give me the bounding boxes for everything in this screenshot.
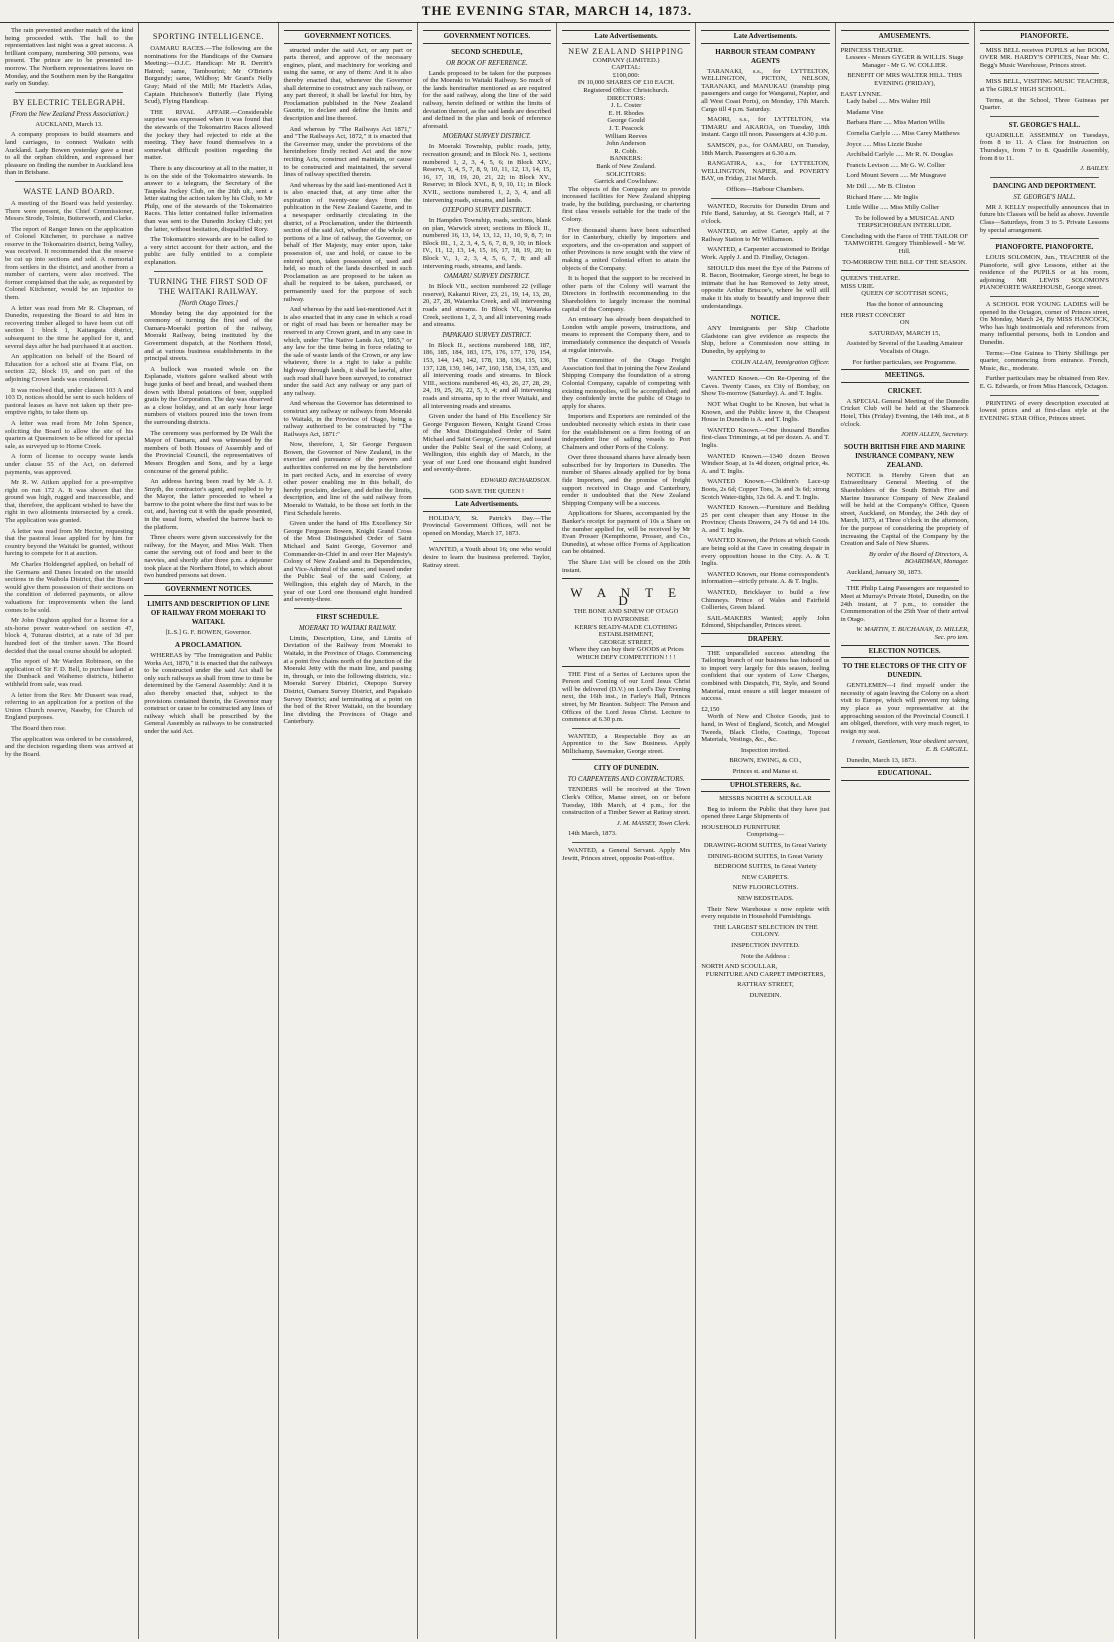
- nz-shipping-subtitle: COMPANY (LIMITED.): [592, 56, 660, 64]
- advert: A SPECIAL General Meeting of the Dunedin Cricket Club will be held at the Shamrock Hotel, This (Friday) Evening, the 14th inst., at 8 o'clock.: [840, 397, 969, 428]
- advert: THE unparalleled success attending the Tailoring branch of our business has induced us to import very largely for this season, feeling confident that our system of Low Charges, combined with Despatch, Fit, Style, and Sound Material, must ensure a still larger measure of success.: [701, 649, 830, 703]
- divider: [572, 842, 680, 843]
- gov-notices-bar: GOVERNMENT NOTICES.: [284, 30, 412, 44]
- article-paragraph: A letter from the Rev. Mr Dussert was read, referring to an application for a portion of the Union Church reserve, Naseby, for Church of England purposes.: [5, 691, 134, 722]
- amusements-bar: AMUSEMENTS.: [841, 30, 969, 44]
- solicitors-name: Garrick and Cowlishaw.: [594, 178, 659, 186]
- stgeorge2-heading: ST. GEORGE'S HALL.: [1013, 193, 1076, 201]
- article-paragraph: Limits, Description, Line, and Limits of Deviation of the Railway from Moeraki to Waitaki, in the Province of Otago. Commencing at a point five chains north of the junction of the Moeraki Jetty with the main line, and passing in, through, or into the following districts, viz.: Moeraki Survey District, Otepopo Survey District, Oamaru Survey District, and Papakaio Survey District; and terminating at a point on the bed of the River Waitaki, on the boundary line dividing the Provinces of Otago and Canterbury.: [283, 634, 412, 726]
- contractors-heading: TO CARPENTERS AND CONTRACTORS.: [567, 776, 685, 784]
- cast-line: Joyce ..... Miss Lizzie Bushe: [846, 140, 923, 148]
- advert: SHOULD this meet the Eye of the Patrons of R. Bacon, Bootmaker, George street, he begs to intimate that he has Removed to Jetty street, opposite Arthur Briscoe's, where he will still make it his study to beautify and improve their understandings.: [701, 264, 830, 310]
- advert: NOT What Ought to be Known, but what is Known, and the Public know it, the Cheapest House in Dunedin is A. and T. Inglis.: [701, 400, 830, 424]
- column-6: [696, 23, 835, 1639]
- capital-amount: £100,000:: [612, 71, 640, 79]
- advert: Terms:—One Guinea to Thirty Shillings per quarter, commencing from entrance. French, Music, &c., moderate.: [979, 349, 1109, 372]
- article-paragraph: A letter was read from Mr Hector, requesting that the pastoral lease applied for by him for country beyond the Waitaki be granted, without having to compete for it at auction.: [5, 527, 134, 558]
- turning-heading: TURNING THE FIRST SOD OF THE WAITAKI RAILWAY.: [148, 276, 269, 296]
- article-paragraph: And whereas the Governor has determined to construct any railway or railways from Moeraki to Waitaki, in the Province of Otago, being a railway authorised to be constructed by "The Railways Act, 1871:": [283, 400, 412, 438]
- princess-heading: PRINCESS THEATRE.: [840, 46, 904, 54]
- article-paragraph: An address having been read by Mr A. J. Smyth, the contractor's agent, and replied to by the Mayor, the latter proceeded to wheel a barrow to the point where the first turf was to be cut, and, having cut it with the spade presented, in the usual form, wheeled the barrow back to the platform.: [144, 478, 273, 531]
- sporting-heading: SPORTING INTELLIGENCE.: [152, 32, 264, 41]
- divider: [990, 238, 1099, 239]
- advert: WANTED, a General Servant. Apply Mrs Jewitt, Princes street, opposite Post-office.: [562, 847, 691, 862]
- cast-line: Little Willie ..... Miss Milly Collier: [846, 204, 940, 212]
- district-heading: MOERAKI SURVEY DISTRICT.: [442, 133, 531, 141]
- advert: THE First of a Series of Lectures upon the Person and Coming of our Lord Jesus Christ will be delivered (D.V.) on Lord's Day Evening next, the 16th inst., in Farley's Hall, Princes street, by Mr Branton. Subject: The Person and Offices of the Lord Jesus Christ. Lecture to commence at 6.30 p.m.: [562, 670, 691, 724]
- director-name: J. L. Coster: [610, 102, 642, 110]
- advert: WANTED, a Respectable Boy as an Apprentice to the Saw Business. Apply Millichamp, Sawmaker, George street.: [562, 732, 691, 755]
- divider: [990, 116, 1099, 117]
- ns-city: DUNEDIN.: [749, 991, 782, 999]
- article-paragraph: Applications for Shares, accompanied by the Banker's receipt for payment of 10s a Share on the number applied for, will be received by Mr Evan Prosser (Kempthorne, Prosser, and Co., Dunedin), at whose office Forms of Application can be obtained.: [562, 510, 691, 556]
- column-4: [418, 23, 557, 1639]
- closing-signature: EDWARD RICHARDSON.: [480, 476, 551, 484]
- programme-line: For further particulars, see Programme.: [852, 358, 957, 366]
- page-columns: [0, 23, 1114, 1639]
- column-2: [139, 23, 278, 1639]
- district-text: In Moeraki Township, public roads, jetty, recreation ground; and in Block No. 1, sections numbered 1, 2, 3, 4, 5, 6; in Block XIV., Reserve, 3, 4, 5, 7, 8, 9, 10, 11, 12, 13, 14, 15, 16, 17, 18, 19, 20, 21, 22; in Block XV., Reserve; in Block XVI., 8, 9, 10, 11; in Block XVII., sections numbered 1, 2, 3, 4, and all intervening roads, streams, and lands.: [422, 143, 551, 204]
- gov-notices-bar: GOVERNMENT NOTICES.: [144, 583, 272, 597]
- article-paragraph: Monday being the day appointed for the ceremony of turning the first sod of the Oamaru-Moeraki portion of the railway, Moeraki Railway, being instituted by the Government dispatch, at the Northern Hotel, and at various business establishments in the principal streets.: [144, 309, 273, 363]
- director-name: John Anderson: [606, 140, 646, 148]
- advert: WANTED Known, the Prices at which Goods are being sold at the Cave in creating despair in every opposition house in the City. A. & T. Inglis.: [701, 537, 830, 568]
- article-paragraph: Mr John Oughton applied for a license for a six-horse power water-wheel on section 47, block 4, Tuturau district, at a rate of 3d per hundred feet of the timber sawn. The Board decided that the usual course should be adopted.: [5, 617, 134, 655]
- comprising: Comprising—: [746, 831, 785, 839]
- advert: RANGATIRA, s.s., for LYTTELTON, WELLINGTON, NAPIER, and POVERTY BAY, on Friday, 21st March.: [701, 160, 830, 183]
- harbour-heading: HARBOUR STEAM COMPANY AGENTS: [715, 47, 816, 65]
- article-paragraph: A bullock was roasted whole on the Esplanade, visitors galore walked about with huge junks of beef and bread, and washed them down with liberal potations of beer, supplied gratis by the Corporation. The day was observed as a close holiday, and at an early hour large numbers of visitors poured into the town from the surrounding districts.: [144, 365, 273, 426]
- piano2-heading: PIANOFORTE. PIANOFORTE.: [995, 243, 1094, 252]
- meetings-bar: MEETINGS.: [841, 369, 969, 383]
- kerr-line: THE BONE AND SINEW OF OTAGO: [573, 608, 679, 616]
- cricket-heading: CRICKET.: [887, 386, 922, 395]
- divider: [154, 271, 262, 272]
- article-paragraph: The Committee of the Otago Freight Association feel that in joining the New Zealand Shipping Company the foundation of a strong Colonial Company, capable of competing with existing monopolies, will be accomplished; and they confidently invite the public of Otago to apply for shares.: [562, 357, 691, 410]
- advert: WANTED Known.—On Re-Opening of the Caves. Twenty Cases, ex City of Bombay, on Show To-morrow (Saturday). A. and T. Inglis.: [701, 375, 830, 398]
- waste-land-heading: WASTE LAND BOARD.: [23, 186, 115, 196]
- note-line: Note the Address :: [740, 952, 790, 960]
- furniture-item: NEW CARPETS.: [741, 873, 789, 881]
- column-1: [0, 23, 139, 1639]
- article-paragraph: THE RIVAL AFFAIR.—Considerable surprise was expressed when it was found that the stewards of the Tokomairiro Races allowed the jockey they had rejected to ride at the meeting. They have found themselves in a somewhat difficult position regarding the matter.: [144, 108, 273, 162]
- divider: [841, 270, 969, 271]
- schedule-heading: FIRST SCHEDULE.: [316, 612, 379, 621]
- divider: [433, 541, 541, 542]
- telegraph-dateline: AUCKLAND, March 13.: [35, 120, 103, 128]
- article-paragraph: Importers and Exporters are reminded of the undoubted necessity which exists in their case for the establishment on a firm footing of an independent line of sailing vessels to Port Chalmers and other Ports of the Colony.: [562, 413, 691, 451]
- director-name: J. T. Peacock: [608, 124, 644, 132]
- messrs-line: MESSRS NORTH & SCOULLAR: [719, 795, 812, 803]
- solicitors-heading: SOLICITORS:: [606, 170, 647, 178]
- article-paragraph: A letter was read from Mr R. Chapman, of Dunedin, requesting the Board to aid him in recovering timber alleged to have been cut off section 1 block 1, Kaitangata district, subsequent to the time he applied for it, and several days after he had purchased it at auction.: [5, 304, 134, 350]
- furniture-item: DRAWING-ROOM SUITES, In Great Variety: [703, 842, 827, 850]
- advert: Further particulars may be obtained from Rev. E. G. Edwards, or from Miss Hancock, Octagon.: [979, 375, 1109, 390]
- cast-line: Richard Hare ..... Mr Inglis: [846, 193, 919, 201]
- advert: WANTED Known.—Furniture and Bedding 25 per cent cheaper than any House in the Province; Chests Drawers, 24 7s 6d and 14 10s. A. and T. Inglis.: [701, 504, 830, 534]
- on-line: ON: [899, 319, 910, 327]
- cricket-signature: JOHN ALLEN, Secretary.: [900, 431, 969, 439]
- article-paragraph: The application was ordered to be considered, and the decision regarding them was arrived at by the Board.: [5, 735, 134, 758]
- advert: WANTED Known.—1340 dozen Brown Windsor Soap, at 1s 4d dozen, original price, 4s. A. and T. Inglis.: [701, 452, 830, 475]
- advert: WANTED Known.—Children's Lace-up Boots, 2s 6d; Copper Toes, 3s and 3s 6d; strong Scotch Water-tights, 12s 6d. A. and T. Inglis.: [701, 478, 830, 501]
- turning-source: [North Otago Times.]: [178, 299, 238, 307]
- electors-signature: I remain, Gentlemen, Your obedient servant, E. B. CARGILL.: [852, 738, 969, 753]
- divider: [572, 759, 680, 760]
- advert: WANTED, Bricklayer to build a few Chimneys. Prince of Wales and Fairfield Collieries, Green Island.: [701, 589, 830, 612]
- educational-bar: EDUCATIONAL.: [841, 767, 969, 781]
- article-paragraph: An emissary has already been despatched to London with ample powers, instructions, and means to represent the Company there, and to immediately commence the despatch of Vessels at regular intervals.: [562, 316, 691, 354]
- cast-line: Madame Vine: [846, 108, 884, 116]
- election-bar: ELECTION NOTICES.: [841, 645, 969, 659]
- article-paragraph: Given under the hand of His Excellency Sir George Ferguson Bowen, Knight Grand Cross of the Most Distinguished Order of Saint Michael and Saint George, Governor, and issued under the Public Seal of the said Colony, at Wellington, this eighth day of March, in the year of our Lord one thousand eight hundred and seventy-three.: [422, 413, 551, 474]
- district-text: In Block VII., section numbered 22 (village reserve), Kakanui River, 23, 21, 19, 14, 13, 20, 20, 27, 28, Waiareka Creek, and all intervening roads and streams. In Block VI., Waiareka Creek, sections 1, 2, 3, and all intervening roads and streams.: [422, 283, 551, 329]
- advert: Beg to inform the Public that they have just opened three Large Shipments of: [701, 805, 830, 821]
- article-paragraph: Over three thousand shares have already been subscribed for by Importers in Dunedin. The number of Shares already applied for by bona fide Importers, and the promise of freight support received in Otago and Canterbury, render it undoubted that the New Zealand Shipping Company will be a success.: [562, 454, 691, 507]
- article-paragraph: WHEREAS by "The Immigration and Public Works Act, 1870," it is enacted that the railways to be constructed under the said Act shall be only such railways as shall from time to time be determined by the General Assembly: And it is also thereby enacted that, subject to the provisions contained therein, the Governor may construct or cause to be constructed any lines of railway which shall be prescribed by the General Assembly as railways to be constructed under the said Act.: [144, 652, 273, 735]
- advert: Terms, at the School, Three Guineas per Quarter.: [979, 96, 1109, 112]
- nz-shipping-title: NEW ZEALAND SHIPPING: [568, 46, 685, 56]
- article-paragraph: Mr R. W. Aitken applied for a pre-emptive right on run 172 A. It was shown that the ground was high, rugged and inaccessible, and that, therefore, the applicant wished to have the right in two allotments intersected by a creek. The application was granted.: [5, 479, 134, 525]
- cast-line: Cornelia Carlyle ..... Miss Carey Matthews: [846, 129, 960, 137]
- advert: WANTED, an active Carter, apply at the Railway Station to Mr Williamson.: [701, 228, 830, 243]
- divider: [851, 580, 959, 581]
- kerr-clothing-ad: [562, 585, 690, 661]
- registered-office: Registered Office: Christchurch.: [583, 86, 669, 94]
- advert: MISS BELL, VISITING MUSIC TEACHER, at The GIRLS' HIGH SCHOOL.: [979, 78, 1109, 93]
- divider: [711, 198, 819, 199]
- stgeorge-heading: ST. GEORGE'S HALL.: [1008, 120, 1081, 129]
- advert: LOUIS SOLOMON, Jun., TEACHER of the Pianoforte, will give Lessons, either at the residence of the PUPILS or at his room, adjoining MR LEWIS SOLOMON'S PIANOFORTE WAREHOUSE, George street.: [979, 254, 1109, 292]
- waste-land-article: [5, 200, 133, 758]
- director-name: William Reeves: [605, 132, 648, 140]
- advert: HOLIDA'Y, St. Patrick's Day.—The Provincial Government Offices, will not be opened on Monday, March 17, 1873.: [422, 514, 551, 537]
- first-concert: HER FIRST CONCERT: [840, 311, 906, 319]
- south-signature: By order of the Board of Directors, A. BOARDMAN, Manager.: [869, 550, 969, 566]
- advert: NOTICE is Hereby Given that an Extraordinary General Meeting of the Shareholders of the South British Fire and Marine Insurance Company of New Zealand will be held at the Company's Office, Queen street, Auckland, on Monday, the 24th day of March, 1873, at Three o'clock in the afternoon, for the purpose of considering the propriety of increasing the Capital of the Company by the Creation and Sale of New Shares.: [840, 471, 969, 548]
- advert: MAORI, s.s., for LYTTELTON, via TIMARU and AKAROA, on Tuesday, 18th instant. Cargo till noon. Passengers at 4.30 p.m.: [701, 116, 830, 139]
- article-paragraph: A letter was read from Mr John Spence, soliciting the Board to allow the site of his quarters at Queenstown to be offered for special sale, as surveyed up to Horne Creek.: [5, 419, 134, 450]
- south-date: Auckland, January 30, 1873.: [846, 568, 923, 576]
- inspection-line: Inspection invited.: [740, 746, 790, 754]
- advert: ANY Immigrants per Ship Charlotte Gladstone can give evidence as respects the Ship, before a Commission now sitting in Dunedin, by applying to: [701, 325, 830, 355]
- kerr-line: KERR'S READY-MADE CLOTHING: [574, 623, 678, 631]
- article-paragraph: It was resolved that, under clauses 103 A and 103 D, notices should be sent to such holders of pastoral leases as have not taken up their pre-emptive rights, to take them up.: [5, 386, 134, 417]
- east-lynne-heading: EAST LYNNE.: [840, 90, 882, 98]
- article-paragraph: The Board then rose.: [11, 724, 67, 732]
- pianoforte-bar: PIANOFORTE.: [980, 30, 1109, 44]
- article-paragraph: Now, therefore, I, Sir George Ferguson Bowen, the Governor of New Zealand, in the exercise and pursuance of the powers and authorities conferred on me by the hereinbefore in part recited Acts, and in exercise of every other power enabling me in this behalf, do hereby proclaim, declare, and define the limits, description, and line of the said railway from Moeraki to Waitaki, to be those set forth in the First Schedule hereto.: [283, 441, 412, 517]
- advert: SAIL-MAKERS Wanted; apply John Edmond, Shipchandler, Princes street.: [701, 614, 830, 630]
- queen-scot: QUEEN OF SCOTTISH SONG,: [861, 290, 949, 298]
- article-paragraph: An application on behalf of the Board of Education for a school site at Evans Flat, on section 22, block 19, and on part of the adjoining Crown lands was considered.: [5, 353, 134, 383]
- article-paragraph: structed under the said Act, or any part or parts thereof, and approve of the necessary engines, plant, and machinery for working and using the same, or any of them: And it is also thereby enacted that, whenever the Governor shall determine to construct any such railway, or any part thereof, it shall be lawful for him, by Proclamation published in the New Zealand Gazette, to declare and define the limits and description and line thereof.: [283, 46, 412, 122]
- divider: [990, 395, 1099, 396]
- divider: [711, 370, 819, 371]
- god-save: GOD SAVE THE QUEEN !: [449, 487, 525, 495]
- article-paragraph: Five thousand shares have been subscribed for in Canterbury, chiefly by importers and exporters, and the co-operation and support of other Provinces is now sought with the view of making a united Colonial effort to attain the objects of the Company.: [562, 226, 691, 272]
- assisted-line: Assisted by Several of the Leading Amateur Vocalists of Otago.: [846, 340, 963, 355]
- director-name: R. Cobb.: [614, 147, 638, 155]
- district-heading: OAMARU SURVEY DISTRICT.: [443, 273, 530, 281]
- late-ads-bar: Late Advertisements.: [423, 498, 551, 512]
- district-text: In Block II., sections numbered 188, 187, 186, 185, 184, 183, 175, 176, 177, 170, 154, 153, 144, 143, 142, 178, 138, 136, 135, 136, 137, 128, 139, 146, 147, 160, 158, 134, 135, and all intervening roads and streams. In Block VIII., sections numbered 46, 43, 26, 27, 28, 29, 24, 19, 25, 26, 22, 5, 3, 4; and all intervening roads and streams, up to the river Waitaki, and all intervening roads and streams.: [422, 341, 551, 410]
- advert: MISS BELL receives PUPILS at her ROOM, OVER MR. HARDY'S OFFICES, Near Mr. C. Begg's Music Warehouse, Princes street.: [979, 46, 1109, 69]
- telegraph-heading: BY ELECTRIC TELEGRAPH.: [12, 97, 126, 107]
- tenders-signature: J. M. MASSEY, Town Clerk.: [616, 819, 691, 827]
- directors-heading: DIRECTORS:: [606, 94, 646, 102]
- column-3: [279, 23, 418, 1639]
- electors-date: Dunedin, March 13, 1873.: [846, 756, 917, 764]
- concluding-line: Concluding with the Farce of THE TAILOR OF TAMWORTH. Gregory Thimblewell - Mr W. Hill.: [841, 232, 969, 256]
- queens-heading: QUEEN'S THEATRE.: [840, 275, 901, 283]
- telegraph-text: A company proposes to build steamers and land carriages, to connect Waikato with Auckland. Lady Bowen yesterday gave a treat to all the orphan children, and expressed her pleasure on finding the number in Auckland less than in Brisbane.: [5, 131, 134, 177]
- late-ads-bar: Late Advertisements.: [701, 30, 829, 44]
- advert: WANTED, Recruits for Dunedin Drum and Fife Band, Saturday, at St. George's Hall, at 7 o'clock.: [701, 202, 830, 225]
- cast-line: Lord Mount Severn ..... Mr Musgrave: [846, 172, 947, 180]
- notice-heading: NOTICE.: [750, 314, 781, 323]
- amount: £2,150: [701, 705, 720, 713]
- nz-shipping-ad: [562, 47, 690, 575]
- lead-paragraph: The rain prevented another match of the kind being proceeded with. The ball to the representatives last night was a great success. A brilliant company, numbering 300 persons, was present. The prince are to be presented to-morrow. The Northern representatives leave on Monday, and the Southern men by the Rangatira early on Sunday.: [5, 27, 134, 88]
- article-paragraph: Mr Charles Holdengrief applied, on behalf of the Germans and Danes located on the unsold sections in the Waihola District, that the Board would give them possession of their sections on the condition of deferred payments, or allow valuations for improvements when the land comes to be sold.: [5, 561, 134, 614]
- schedule-subheading: OR BOOK OF REFERENCE.: [446, 59, 528, 67]
- masthead: THE EVENING STAR, MARCH 14, 1873.: [0, 0, 1114, 23]
- brown-address: Princes st. and Manse st.: [732, 767, 798, 775]
- divider: [562, 578, 690, 579]
- advert: TARANAKI, s.s., for LYTTELTON, WELLINGTON, PICTON, NELSON, TARANAKI, and MANUKAU (tranship ping passengers and cargo for Wanganui, Napier, and all West Coast Ports), on Monday, 17th March. Cargo till 4 p.m. Saturday.: [701, 67, 830, 113]
- telegraph-subheading: (From the New Zealand Press Association.): [9, 110, 129, 118]
- column-7: [836, 23, 975, 1639]
- article-paragraph: Three cheers were given successively for the railway, for the Mayor, and Miss Walt. Then came the serving out of food and beer to the navvies, and shortly after three p.m. a dejeuner took place at the Northern Hotel, to which about two hundred persons sat down.: [144, 534, 273, 580]
- column-5: [557, 23, 696, 1639]
- article-paragraph: And whereas by the said last-mentioned Act it is also enacted that in any case in which a road or right of road has been or hereafter may be reserved in any Crown grant, and in any case in which, under "The Native Lands Act, 1865," or any law for the time being in force relating to the sale of waste lands of the Crown, or any law whatever, there is a right to take a public highway through lands, it shall be lawful, after such road shall have been surveyed, to construct under the said Act any railway or any part of any railway.: [283, 306, 412, 397]
- advert: TENDERS will be received at the Town Clerk's Office, Manse street, on or before Tuesday, 18th March, at 4 p.m., for the construction of a Timber Sewer at Rattray street.: [562, 786, 691, 817]
- cast-line: Archibald Carlyle ..... Mr R. N. Douglas: [846, 151, 953, 159]
- article-paragraph: A meeting of the Board was held yesterday. There were present, the Chief Commissioner, Messrs Strode, Tolmie, Butterworth, and Clarke.: [5, 199, 134, 223]
- notice-signature: COLIN ALLAN, Immigration Officer.: [731, 358, 830, 366]
- furniture-item: DINING-ROOM SUITES, In Great Variety: [707, 852, 823, 860]
- article-paragraph: OAMARU RACES.—The following are the nominations for the Handicaps of the Oamaru Meeting:—O.J.C. Handicap: Mr R. Derritt's Hatred; same, Tambourini; Mr O'Brien's Burgundy; same, Wildboy; Mr Grant's Nelly Gray; Maid of the Mill; Mr Hazlett's Atlas, Captain Hutcheson's Butterfly (late Flying Scud), Flying Handicap.: [144, 45, 273, 106]
- invited-line: INSPECTION INVITED.: [731, 942, 800, 949]
- advert: A SCHOOL FOR YOUNG LADIES will be opened In the Octagon, corner of Princes street, On Monday, March 24, By MISS HANCOCK, Who has high testimonials and references from many influential persons, both in London and Dunedin.: [979, 301, 1109, 347]
- article-paragraph: A form of license to occupy waste lands under clause 55 of the Act, on deferred payments, was approved.: [5, 453, 134, 476]
- column-8: [975, 23, 1114, 1639]
- closing-note: The Share List will be closed on the 20th instant.: [562, 559, 691, 574]
- gov-signature: [L.S.] G. F. BOWEN, Governor.: [165, 629, 252, 637]
- advert: MR J. KELLY respectfully announces that in future his Classes will be held as above. Juvenile Class—Saturdays, from 3 to 5. Private Lessons by special arrangement.: [979, 203, 1109, 234]
- honour-line: Has the honor of announcing: [866, 301, 943, 309]
- kerr-line: TO PATRONISE: [603, 615, 649, 623]
- south-british-heading: SOUTH BRITISH FIRE AND MARINE INSURANCE COMPANY, NEW ZEALAND.: [843, 442, 966, 469]
- late-ads-bar: Late Advertisements.: [562, 30, 690, 44]
- article-paragraph: The report of Mr Warden Robinson, on the application of Sir F. D. Bell, to purchase land at the Dunback and Waihemo districts, hitherto withheld from sale, was read.: [5, 658, 134, 688]
- divider: [990, 73, 1099, 74]
- district-heading: PAPAKAIO SURVEY DISTRICT.: [442, 331, 532, 339]
- tomorrow-line: TO-MORROW THE BILL OF THE SEASON.: [842, 258, 968, 266]
- furniture-item: NEW FLOORCLOTHS.: [732, 884, 799, 892]
- divider: [15, 181, 123, 182]
- city-heading: CITY OF DUNEDIN.: [593, 764, 659, 773]
- ns-street: RATTRAY STREET,: [737, 981, 794, 989]
- schedule-subheading: MOERAKI TO WAITAKI RAILWAY.: [299, 624, 397, 632]
- capital-label: CAPITAL:: [611, 64, 641, 72]
- divider: [562, 666, 690, 667]
- article-paragraph: It is hoped that the support to be received in other parts of the Colony will warrant the Directors in forthwith recommending to the Shareholders to largely increase the nominal capital of the Company.: [562, 275, 691, 313]
- lessees-line: Lessees - Messrs GYGER & WILLIS. Stage Manager - Mr G. W. COLLIER.: [845, 54, 964, 69]
- saturday-line: SATURDAY, MARCH 15,: [869, 329, 941, 337]
- dancing-heading: DANCING AND DEPORTMENT.: [992, 181, 1096, 190]
- advert: WANTED, a Youth about 16; one who would desire to learn the business preferred. Taylor, Rattray street.: [422, 546, 551, 569]
- director-name: George Gould: [607, 117, 645, 125]
- kerr-line: Where they can buy their GOODS at Prices: [568, 646, 684, 654]
- proclamation-heading: A PROCLAMATION.: [174, 641, 242, 649]
- bankers-heading: BANKERS:: [609, 155, 643, 163]
- drapery-bar: DRAPERY.: [701, 633, 829, 647]
- household-heading: HOUSEHOLD FURNITURE: [701, 823, 781, 831]
- district-text: In Hampden Township, roads, sections, blank on plan, Warwick street; sections in Block II., numbered 16, 13, 14, 13, 12, 11, 10, 9, 8, 7; in Block III., 1, 2, 3, 4, 5, 6, 7, 8, 9, 10; in Block IV., 11, 12, 13, 14, 15, 16, 17, 18, 19, 20; in Block V., 1, 2, 3, 4, 5, 6, 7, 8; and all intervening roads, streams, and lands.: [422, 217, 551, 270]
- divider: [990, 177, 1099, 178]
- advert: GENTLEMEN—I find myself under the necessity of again leaving the Colony on a short visit to Europe, which will prevent my taking my place as your representative at the approaching session of the Provincial Council. I am obliged, therefore, with very much regret, to resign my seat.: [840, 682, 969, 735]
- upholsterers-bar: UPHOLSTERERS, &c.: [701, 779, 829, 793]
- largest-line: THE LARGEST SELECTION IN THE COLONY.: [713, 923, 818, 939]
- divider: [294, 608, 402, 609]
- article-paragraph: The Tokomairiro stewards are to be called to a very strict account for their action, and the public are fully entitled to a complete explanation.: [144, 236, 273, 267]
- kerr-line: WHICH DEFY COMPETITION ! ! !: [576, 653, 676, 661]
- advert: SAMSON, p.s., for OAMARU, on Tuesday, 18th March. Passengers at 6.30 a.m.: [701, 141, 830, 157]
- article-paragraph: The report of Ranger Innes on the application of Colonel Kitchener, to purchase a native reserve in the Tokomairiro district, being Valley, was received. It recommended that the reserve be cut up into sections and sold. A memorial from settlers in the district, and another from a number of carriers, were also received. The former complained that the sale, as requested by Colonel Kitchener, would be an injustice to them.: [5, 225, 134, 302]
- furniture-item: NEW BEDSTEADS.: [737, 895, 794, 903]
- advert: THE Philip Laing Passengers are requested to Meet at Murray's Private Hotel, Dunedin, on the 24th instant, at 7 p.m., to consider the Commemoration of the 25th Year of their arrival in Otago.: [840, 585, 969, 623]
- cast-line: Lady Isabel ..... Mrs Walter Hill: [846, 98, 931, 106]
- advert: QUADRILLE ASSEMBLY on Tuesdays, from 8 to 11. A Class for Instruction on Thursdays, from 7 to 8. Quadrille Assembly, from 8 to 11.: [979, 131, 1109, 162]
- article-paragraph: And whereas by "The Railways Act 1871," and "The Railways Act, 1872," it is enacted that the Governor may, under the provisions of the hereinbefore firstly recited Act and the now reciting Acts, construct and maintain, or cause to be constructed and maintained, the several lines of railway specified therein.: [283, 125, 412, 179]
- article-paragraph: There is any discourtesy at all in the matter, it is on the side of the Tokomairiro stewards. In answer to a telegram, the Secretary of the Taupeka Jockey Club, on the 26th ult., sent a letter stating the action taken by his Club, to Mr Philp, one of the stewards of the Tokomairiro Races. This letter contained fuller information than was sent to the Dunedin Jockey Club; yet the latter, without hesitation, disqualified Rory.: [144, 164, 273, 233]
- bankers-name: Bank of New Zealand.: [596, 162, 656, 170]
- ns-heading: NORTH AND SCOULLAR,: [701, 963, 778, 971]
- brown-ewing: BROWN, EWING, & CO.,: [729, 757, 802, 765]
- advert: WANTED, a Carpenter accustomed to Bridge Work. Apply J. and D. Findlay, Octagon.: [701, 246, 830, 262]
- advert: WANTED Known.—One thousand Bundles first-class Trimmings, at 6d per dozen. A. and T. Inglis.: [701, 426, 830, 449]
- miss-urie: MISS URIE.: [840, 282, 875, 290]
- divider: [990, 296, 1099, 297]
- schedule-heading: SECOND SCHEDULE,: [451, 47, 523, 56]
- offices-line: Offices—Harbour Chambers.: [726, 185, 805, 193]
- cast-line: Barbara Hare ..... Miss Marion Willis: [846, 119, 945, 127]
- district-heading: OTEPOPO SURVEY DISTRICT.: [442, 207, 532, 215]
- cast-line: Francis Levison ..... Mr G. W. Collier: [846, 161, 946, 169]
- ns-sub: FURNITURE AND CARPET IMPORTERS,: [705, 970, 826, 978]
- advert: WANTED Known, our Home correspondent's information—strictly private. A. & T. Inglis.: [701, 570, 830, 586]
- bailey-signature: J. BAILEY.: [1080, 165, 1109, 173]
- advert: Worth of New and Choice Goods, just to hand, in West of England, Scotch, and Mosgiel Tweeds, Black Cloths, Coatings, Topcoat Materials, Vestings, &c., &c.: [701, 713, 830, 744]
- divider: [15, 92, 123, 93]
- wanted-heading: W A N T E D: [570, 585, 683, 608]
- gov-notice-title: LIMITS AND DESCRIPTION OF LINE OF RAILWAY FROM MOERAKI TO WAITAKI.: [147, 600, 270, 627]
- kerr-line: GEORGE STREET,: [599, 638, 653, 646]
- advert: Their New Warehouse s now replete with every requisite in Household Furnishings.: [701, 905, 830, 921]
- article-paragraph: Lands proposed to be taken for the purposes of the Moeraki to Waitaki Railway. So much of the lands hereinafter mentioned as are required for the said railway, along the line of the said railway, herein defined or within the limits of deviation thereof, as the said lands are described and defined in the plan and book of reference aforesaid.: [422, 69, 551, 130]
- article-paragraph: And whereas by the said last-mentioned Act it is also enacted that, at any time after the expiration of twenty-one days from the publication in the New Zealand Gazette, and in a newspaper ordinarily circulating in the district, of a Proclamation, under the thirteenth section of the said Act, whether of the whole or portions of a line of railway, the Governor, on behalf of Her Majesty, may enter upon, take possession of, use and hold, or cause to be entered upon, taken possession of, used and held, so much of the lands described in such Proclamation as are proposed to be taken as shall be required to be taken, purchased, or permanently used for the purpose of such railway.: [283, 181, 412, 303]
- director-name: E. H. Rhodes: [608, 109, 644, 117]
- advert: PRINTING of every description executed at lowest prices and at first-class style at the EVENING STAR Office, Princes street.: [979, 399, 1109, 422]
- tenders-date: 14th March, 1873.: [568, 830, 617, 838]
- article-paragraph: The objects of the Company are to provide increased facilities for New Zealand shipping trade, by the building, purchasing, or chartering first class vessels suitable for the trade of the Colony.: [562, 185, 691, 224]
- gov-notices-bar: GOVERNMENT NOTICES.: [423, 30, 551, 44]
- article-paragraph: The ceremony was performed by Dr Walt the Mayor of Oamaru, and was witnessed by the members of both Houses of Assembly and of the Provincial Council, the representatives of Messrs Brogden and Sons, and by a large concourse of the general public.: [144, 429, 273, 475]
- furniture-item: BEDROOM SUITES, In Great Variety: [714, 863, 817, 871]
- philp-signature: W. MARTIN, T. BUCHANAN, D. MILLER, Sec. pro tem.: [856, 626, 969, 642]
- article-paragraph: Given under the hand of His Excellency Sir George Ferguson Bowen, Knight Grand Cross of the Most Distinguished Order of Saint Michael and Saint George, Governor and Commander-in-Chief in and over Her Majesty's Colony of New Zealand and its Dependencies, and Vice-Admiral of the same; and issued under the Public Seal of the said Colony, at Wellington, this eighth day of March, in the year of our Lord one thousand eight hundred and seventy-three.: [283, 520, 412, 604]
- electors-heading: TO THE ELECTORS OF THE CITY OF DUNEDIN.: [842, 662, 967, 680]
- divider: [572, 728, 680, 729]
- shares-line: IN 10,000 SHARES OF £10 EACH.: [577, 79, 675, 87]
- cast-line: Mr Dill ..... Mr B. Clinton: [846, 182, 916, 190]
- kerr-line: ESTABLISHMENT,: [598, 631, 654, 639]
- benefit-line: BENEFIT OF MRS WALTER HILL. THIS EVENING (FRIDAY),: [847, 72, 963, 87]
- followed-line: To be followed by a MUSICAL AND TERPSICHOREAN INTERLUDE.: [854, 214, 955, 230]
